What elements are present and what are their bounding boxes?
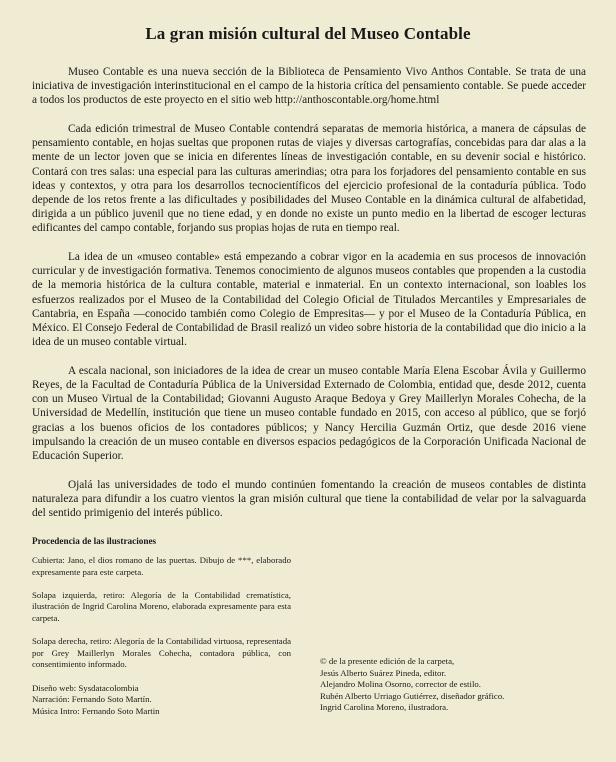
illustration-credits [32, 555, 291, 717]
paragraph-international: La idea de un «museo contable» está empezando a cobrar vigor en la academia en sus procesos de innovación curricular y de investigación formativa. Tenemos conocimiento de algunos museos contables que propenden a la custodia de la memoria histórica de la cultura contable, material e inmaterial. En un contexto internacional, son loables los esfuerzos realizados por el Museo de la Contabilidad del Colegio Oficial de Titulados Mercantiles y Empresariales de Cantabria, en España —conocido también como Colegio de Empresitas— y por el Museo de la Contaduría Pública, en México. El Consejo Federal de Contabilidad de Brasil realizó un video sobre historia de la contabilidad que dio inicio a la idea de un museo contable virtual. [32, 251, 586, 349]
edition-rights [320, 656, 600, 714]
credits-heading: Procedencia de las ilustraciones [32, 536, 157, 546]
rights-designer: Rubén Alberto Urriago Gutiérrez, diseñador gráfico. [320, 690, 505, 701]
page-title: La gran misión cultural del Museo Contable [145, 24, 471, 43]
rights-editor: Jesús Alberto Suárez Pineda, editor. [320, 667, 447, 678]
credit-cover: Cubierta: Jano, el dios romano de las puertas. Dibujo de ***, elaborado expresamente para este carpeta. [32, 555, 291, 577]
article-body [32, 65, 586, 535]
paragraph-intro: Museo Contable es una nueva sección de la Biblioteca de Pensamiento Vivo Anthos Contable. Se trata de una iniciativa de investigación interinstitucional en el campo de la historia crítica del pensamiento contable. Se puede acceder a todos los productos de este proyecto en el sitio web http://anthoscontable.org/home.html [32, 66, 586, 107]
credit-web-design: Diseño web: Sysdatacolombia [32, 682, 139, 693]
credit-music: Música Intro: Fernando Soto Martin [32, 705, 160, 716]
rights-copyright: © de la presente edición de la carpeta, [320, 656, 455, 666]
rights-illustrator: Ingrid Carolina Moreno, ilustradora. [320, 702, 449, 713]
credit-right-flap: Solapa derecha, retiro: Alegoría de la Contabilidad virtuosa, representada por Grey Maillerlyn Morales Cohecha, contadora pública, con consentimiento informado. [32, 636, 291, 670]
credit-narration: Narración: Fernando Soto Martín. [32, 694, 152, 705]
credit-left-flap: Solapa izquierda, retiro: Alegoría de la Contabilidad crematística, ilustración de Ingrid Carolina Moreno, elaborada expresamente para esta carpeta. [32, 589, 291, 623]
rights-proofreader: Alejandro Molina Osorno, corrector de estilo. [320, 679, 481, 690]
production-credits [32, 683, 291, 718]
paragraph-closing: Ojalá las universidades de todo el mundo continúen fomentando la creación de museos contables de distinta naturaleza para difundir a los cuatro vientos la gran misión cultural que tiene la contabilidad de velar por la salvaguarda del sentido primigenio del interés público. [32, 478, 586, 520]
paragraph-editions: Cada edición trimestral de Museo Contable contendrá separatas de memoria histórica, a manera de cápsulas de pensamiento contable, en hojas sueltas que proponen rutas de viajes y diversas cartografías, concebidas para dar alas a la mente de un lector joven que se inicia en diferentes líneas de investigación contable, en su devenir social e histórico. Contará con tres salas: una especial para las culturas amerindias; otra para los forjadores del pensamiento contable en sus ideas y contextos, y otra para los desarrollos tecnocientíficos del ejercicio profesional de la contaduría pública. Todo depende de los retos frente a las dificultades y posibilidades del Museo Contable en la dinámica cultural de alfabetidad, dirigida a un público juvenil que no tiene edad, y en donde no existe un punto medio en la libertad de escoger lecturas edificantes del campo contable, forjando sus propias hojas de ruta en tiempo real. [32, 123, 586, 235]
paragraph-national: A escala nacional, son iniciadores de la idea de crear un museo contable María Elena Escobar Ávila y Guillermo Reyes, de la Facultad de Contaduría Pública de la Universidad Externado de Colombia, entidad que, desde 2012, cuenta con un Museo Virtual de la Contabilidad; Giovanni Augusto Araque Bedoya y Grey Maillerlyn Morales Cohecha, de la Universidad de Medellín, institución que tiene un museo contable fundado en 2015, con acceso al público, que se forjó gracias a los buenos oficios de los contadores públicos; y Nancy Hercilia Guzmán Ortiz, que desde 2016 viene impulsando la creación de un museo contable en diversos espacios pedagógicos de la Corporación Unificada Nacional de Educación Superior. [32, 364, 586, 463]
